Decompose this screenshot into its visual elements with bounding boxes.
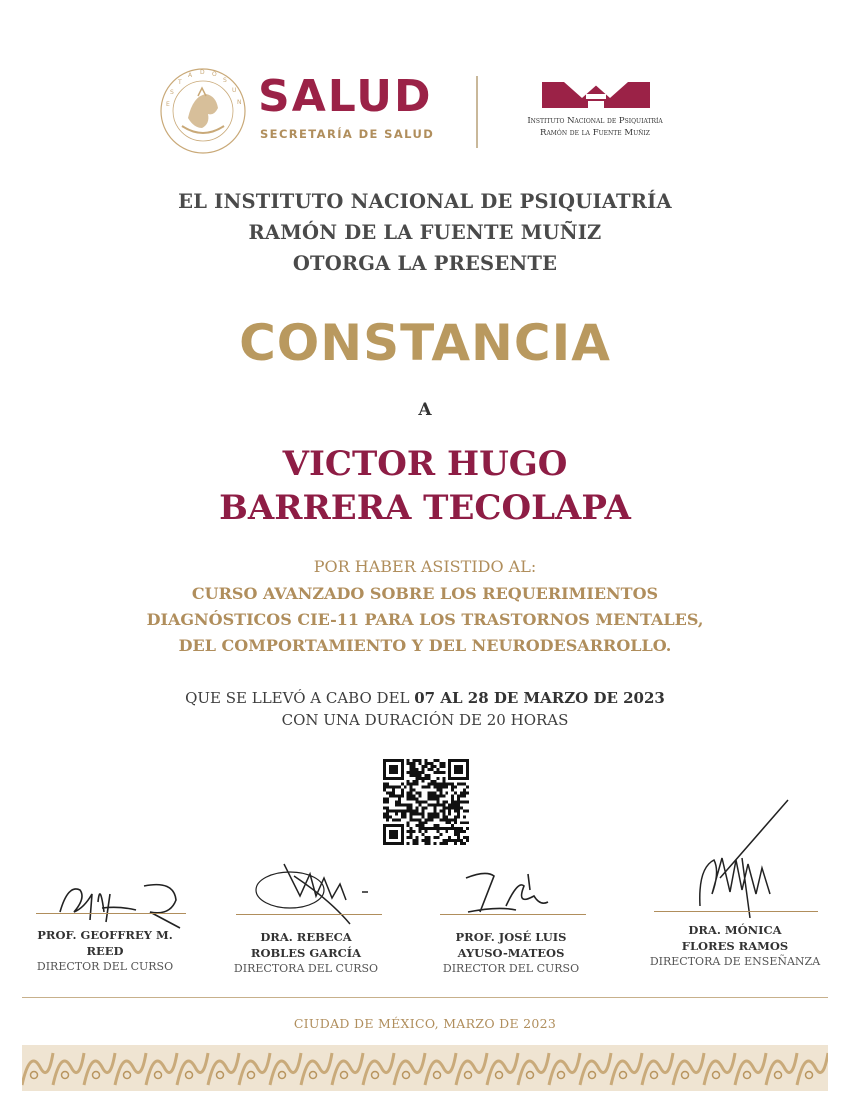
svg-text:A: A xyxy=(188,72,193,79)
mexico-coat-of-arms-seal xyxy=(158,66,248,156)
signatory-robles-role: DIRECTORA DEL CURSO xyxy=(233,962,379,975)
decorative-pattern-band xyxy=(22,1045,828,1091)
signatory-ayuso-name-2: AYUSO-MATEOS xyxy=(457,946,565,960)
course-line-2: DIAGNÓSTICOS CIE-11 PARA LOS TRASTORNOS MENTALES, xyxy=(146,610,704,629)
header-divider xyxy=(476,76,478,148)
signature-line-robles xyxy=(236,914,382,915)
course-line-3: DEL COMPORTAMIENTO Y DEL NEURODESARROLLO. xyxy=(178,636,672,655)
signatory-reed-name-2: REED xyxy=(86,944,124,958)
issuer-line-3: OTORGA LA PRESENTE xyxy=(292,252,558,275)
signatory-ayuso-role: DIRECTOR DEL CURSO xyxy=(442,962,580,975)
signatory-robles-name-2: ROBLES GARCÍA xyxy=(250,946,362,960)
signatory-flores-name-1: DRA. MÓNICA xyxy=(688,923,782,937)
reason-intro: POR HABER ASISTIDO AL: xyxy=(313,557,537,576)
svg-text:S: S xyxy=(170,89,174,96)
salud-brand: SALUD xyxy=(258,71,433,122)
signature-line-ayuso xyxy=(440,914,586,915)
signature-line-reed xyxy=(36,913,186,914)
issuer-statement xyxy=(0,186,850,279)
signature-flores xyxy=(690,798,800,918)
recipient-name xyxy=(0,442,850,530)
signatory-flores xyxy=(645,922,825,970)
inp-institute-logo xyxy=(542,80,650,112)
signatory-robles xyxy=(216,929,396,977)
svg-text:S: S xyxy=(223,77,227,84)
document-title: CONSTANCIA xyxy=(239,314,611,372)
footer-divider xyxy=(22,997,828,998)
signatory-flores-name-2: FLORES RAMOS xyxy=(681,939,789,953)
svg-text:O: O xyxy=(212,71,217,78)
dates-prefix: QUE SE LLEVÓ A CABO DEL xyxy=(185,689,415,707)
inp-institute-name xyxy=(500,115,690,139)
course-dates-line xyxy=(0,687,850,709)
recipient-last-names: BARRERA TECOLAPA xyxy=(219,488,631,528)
signatory-robles-name-1: DRA. REBECA xyxy=(260,930,352,944)
inp-name-line1: Instituto Nacional de Psiquiatría xyxy=(527,116,663,126)
signatory-reed xyxy=(15,927,195,975)
signatory-ayuso xyxy=(421,929,601,977)
signature-robles xyxy=(250,856,380,926)
course-duration: CON UNA DURACIÓN DE 20 HORAS xyxy=(281,711,569,729)
verification-qr-code xyxy=(383,759,469,845)
svg-text:T: T xyxy=(178,79,182,86)
preposition: A xyxy=(418,400,432,420)
course-line-1: CURSO AVANZADO SOBRE LOS REQUERIMIENTOS xyxy=(191,584,659,603)
course-details xyxy=(0,687,850,731)
signature-reed xyxy=(40,872,190,932)
course-dates: 07 AL 28 DE MARZO DE 2023 xyxy=(414,689,665,707)
svg-text:N: N xyxy=(237,99,242,106)
signature-line-flores xyxy=(654,911,818,912)
signatory-flores-role: DIRECTORA DE ENSEÑANZA xyxy=(649,955,821,968)
signatory-ayuso-name-1: PROF. JOSÉ LUIS xyxy=(455,930,567,944)
svg-text:U: U xyxy=(232,87,237,94)
signatory-reed-role: DIRECTOR DEL CURSO xyxy=(36,960,174,973)
place-and-date: CIUDAD DE MÉXICO, MARZO DE 2023 xyxy=(293,1016,557,1031)
svg-text:D: D xyxy=(200,69,205,76)
course-title xyxy=(0,581,850,659)
recipient-first-names: VICTOR HUGO xyxy=(282,444,568,484)
issuer-line-2: RAMÓN DE LA FUENTE MUÑIZ xyxy=(248,221,602,244)
inp-name-line2: Ramón de la Fuente Muñiz xyxy=(540,128,650,138)
svg-text:E: E xyxy=(166,101,170,108)
issuer-line-1: EL INSTITUTO NACIONAL DE PSIQUIATRÍA xyxy=(178,190,672,213)
signatory-reed-name-1: PROF. GEOFFREY M. xyxy=(37,928,173,942)
salud-subtitle: SECRETARÍA DE SALUD xyxy=(260,127,435,141)
